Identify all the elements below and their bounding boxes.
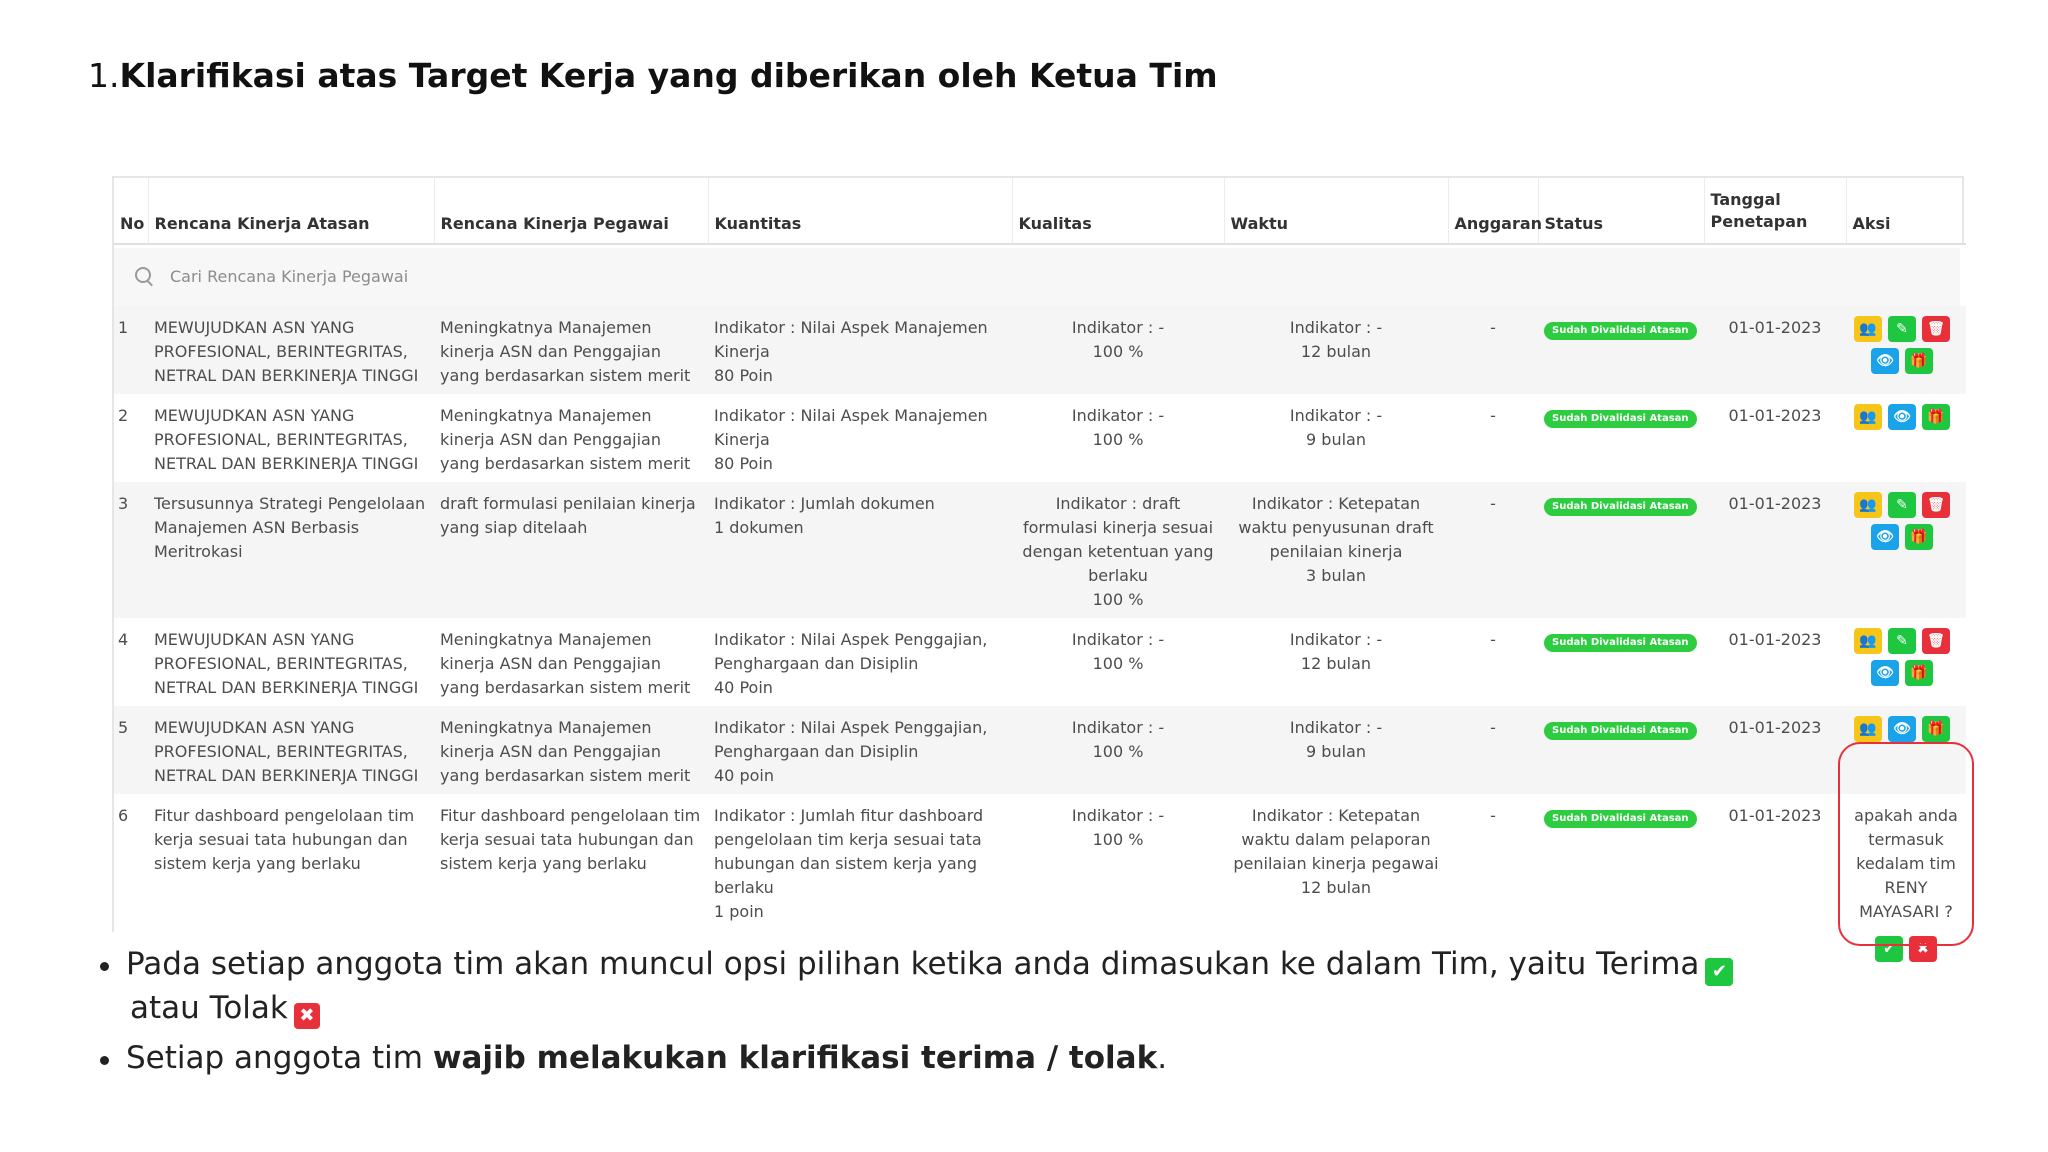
waktu-line: 12 bulan xyxy=(1300,654,1372,673)
waktu-cell xyxy=(1224,482,1448,618)
users-action-icon[interactable]: 👥 xyxy=(1854,404,1882,430)
row-number xyxy=(114,394,148,482)
accept-button[interactable]: ✔ xyxy=(1875,936,1903,962)
anggaran-text: - xyxy=(1490,318,1496,337)
kualitas-cell xyxy=(1012,618,1224,706)
waktu-line: 3 bulan xyxy=(1306,566,1366,585)
col-rencana-pegawai[interactable]: Rencana Kinerja Pegawai xyxy=(434,178,708,244)
rencana-atasan-text: MEWUJUDKAN ASN YANG PROFESIONAL, BERINTEGRITAS, NETRAL DAN BERKINERJA TINGGI xyxy=(154,318,419,385)
row-number xyxy=(114,306,148,394)
kualitas-line: 100 % xyxy=(1092,742,1144,761)
table-row xyxy=(114,394,1966,482)
heading-text: Klarifikasi atas Target Kerja yang diberikan oleh Ketua Tim xyxy=(119,56,1218,95)
reject-button[interactable]: ✖ xyxy=(1909,936,1937,962)
bullet-2-bold: wajib melakukan klarifikasi terima / tolak xyxy=(432,1040,1158,1076)
tanggal-cell xyxy=(1704,306,1846,394)
tanggal-cell xyxy=(1704,618,1846,706)
view-action-icon[interactable]: 👁 xyxy=(1871,348,1899,374)
waktu-line: Indikator : - xyxy=(1289,630,1383,649)
rencana-pegawai-text: Meningkatnya Manajemen kinerja ASN dan Penggajian yang berdasarkan sistem merit xyxy=(440,318,691,385)
rencana-atasan-text: MEWUJUDKAN ASN YANG PROFESIONAL, BERINTEGRITAS, NETRAL DAN BERKINERJA TINGGI xyxy=(154,630,419,697)
kuantitas-cell xyxy=(708,306,1012,394)
rencana-pegawai-cell xyxy=(434,618,708,706)
kuantitas-line: Indikator : Jumlah dokumen xyxy=(714,494,935,513)
target-kerja-table xyxy=(112,176,1964,957)
col-waktu[interactable]: Waktu xyxy=(1224,178,1448,244)
tanggal-text: 01-01-2023 xyxy=(1728,318,1822,337)
rencana-atasan-cell xyxy=(148,482,434,618)
rencana-atasan-cell xyxy=(148,618,434,706)
gift-action-icon[interactable]: 🎁 xyxy=(1905,524,1933,550)
bullet-1-text: Pada setiap anggota tim akan muncul opsi pilihan ketika anda dimasukan ke dalam Tim, yaitu Terima xyxy=(126,946,1700,982)
status-badge: Sudah Divalidasi Atasan xyxy=(1544,722,1697,740)
page-heading xyxy=(88,56,1218,95)
kualitas-cell xyxy=(1012,306,1224,394)
rencana-atasan-text: MEWUJUDKAN ASN YANG PROFESIONAL, BERINTEGRITAS, NETRAL DAN BERKINERJA TINGGI xyxy=(154,406,419,473)
table-row xyxy=(114,482,1966,618)
col-status[interactable]: Status xyxy=(1538,178,1704,244)
kuantitas-cell xyxy=(708,706,1012,794)
rencana-pegawai-text: draft formulasi penilaian kinerja yang siap ditelaah xyxy=(440,494,696,537)
bullet-1 xyxy=(96,942,1733,986)
row-number-text: 4 xyxy=(118,630,129,649)
kualitas-cell xyxy=(1012,394,1224,482)
rencana-pegawai-cell xyxy=(434,706,708,794)
kuantitas-line: 80 Poin xyxy=(714,366,773,385)
rencana-atasan-cell xyxy=(148,706,434,794)
rencana-atasan-text: Fitur dashboard pengelolaan tim kerja sesuai tata hubungan dan sistem kerja yang berlaku xyxy=(154,806,415,873)
table-row xyxy=(114,618,1966,706)
waktu-line: Indikator : - xyxy=(1289,718,1383,737)
col-no[interactable]: No xyxy=(114,178,148,244)
status-cell xyxy=(1538,618,1704,706)
waktu-line: Indikator : Ketepatan waktu dalam pelaporan penilaian kinerja pegawai xyxy=(1233,806,1439,873)
anggaran-text: - xyxy=(1490,718,1496,737)
waktu-cell xyxy=(1224,618,1448,706)
tanggal-cell xyxy=(1704,706,1846,794)
rencana-atasan-text: Tersusunnya Strategi Pengelolaan Manajemen ASN Berbasis Meritrokasi xyxy=(154,494,426,561)
anggaran-text: - xyxy=(1490,406,1496,425)
col-anggaran[interactable]: Anggaran xyxy=(1448,178,1538,244)
row-number-text: 1 xyxy=(118,318,129,337)
kuantitas-line: Indikator : Jumlah fitur dashboard pengelolaan tim kerja sesuai tata hubungan dan sistem kerja yang berlaku xyxy=(714,806,984,897)
gift-action-icon[interactable]: 🎁 xyxy=(1905,348,1933,374)
kuantitas-line: Indikator : Nilai Aspek Manajemen Kinerja xyxy=(714,406,988,449)
tanggal-text: 01-01-2023 xyxy=(1728,406,1822,425)
rencana-pegawai-cell xyxy=(434,394,708,482)
anggaran-text: - xyxy=(1490,806,1496,825)
row-number-text: 5 xyxy=(118,718,129,737)
table-header-row xyxy=(114,178,1966,244)
search-icon xyxy=(134,266,156,288)
bullet-1-line-2 xyxy=(96,986,1733,1030)
edit-action-icon[interactable]: ✎ xyxy=(1888,628,1916,654)
aksi-cell xyxy=(1846,306,1966,394)
kuantitas-cell xyxy=(708,618,1012,706)
col-tanggal[interactable]: Tanggal Penetapan xyxy=(1704,178,1846,244)
tanggal-text: 01-01-2023 xyxy=(1728,718,1822,737)
kuantitas-line: Indikator : Nilai Aspek Manajemen Kinerja xyxy=(714,318,988,361)
anggaran-cell xyxy=(1448,706,1538,794)
rencana-atasan-cell xyxy=(148,306,434,394)
users-action-icon[interactable]: 👥 xyxy=(1854,716,1882,742)
bullet-2 xyxy=(96,1036,1733,1080)
bullet-1-line2-text: atau Tolak xyxy=(130,990,288,1026)
col-rencana-atasan[interactable]: Rencana Kinerja Atasan xyxy=(148,178,434,244)
status-badge: Sudah Divalidasi Atasan xyxy=(1544,498,1697,516)
waktu-cell xyxy=(1224,394,1448,482)
tanggal-text: 01-01-2023 xyxy=(1728,630,1822,649)
gift-action-icon[interactable]: 🎁 xyxy=(1922,404,1950,430)
rencana-pegawai-text: Meningkatnya Manajemen kinerja ASN dan Penggajian yang berdasarkan sistem merit xyxy=(440,630,691,697)
col-aksi: Aksi xyxy=(1846,178,1966,244)
rencana-atasan-cell xyxy=(148,394,434,482)
view-action-icon[interactable]: 👁 xyxy=(1871,524,1899,550)
status-cell xyxy=(1538,394,1704,482)
kuantitas-line: 1 poin xyxy=(714,902,764,921)
team-confirm-question: apakah anda termasuk kedalam tim RENY MAYASARI ? xyxy=(1854,806,1958,921)
kuantitas-line: 40 poin xyxy=(714,766,774,785)
anggaran-text: - xyxy=(1490,630,1496,649)
rencana-atasan-text: MEWUJUDKAN ASN YANG PROFESIONAL, BERINTEGRITAS, NETRAL DAN BERKINERJA TINGGI xyxy=(154,718,419,785)
row-number-text: 3 xyxy=(118,494,129,513)
kualitas-line: Indikator : - xyxy=(1071,718,1165,737)
row-actions xyxy=(1852,316,1952,374)
kualitas-cell xyxy=(1012,706,1224,794)
waktu-line: Indikator : - xyxy=(1289,406,1383,425)
anggaran-cell xyxy=(1448,394,1538,482)
aksi-cell xyxy=(1846,706,1966,794)
view-action-icon[interactable]: 👁 xyxy=(1871,660,1899,686)
users-action-icon[interactable]: 👥 xyxy=(1854,628,1882,654)
edit-action-icon[interactable]: ✎ xyxy=(1888,492,1916,518)
kualitas-line: Indikator : - xyxy=(1071,406,1165,425)
aksi-cell xyxy=(1846,618,1966,706)
status-cell xyxy=(1538,482,1704,618)
waktu-cell xyxy=(1224,706,1448,794)
row-number-text: 2 xyxy=(118,406,129,425)
table-row xyxy=(114,306,1966,394)
waktu-line: Indikator : Ketepatan waktu penyusunan draft penilaian kinerja xyxy=(1238,494,1434,561)
kualitas-line: 100 % xyxy=(1092,654,1144,673)
row-actions xyxy=(1852,716,1952,742)
kuantitas-cell xyxy=(708,394,1012,482)
kualitas-line: 100 % xyxy=(1092,430,1144,449)
rencana-pegawai-text: Meningkatnya Manajemen kinerja ASN dan Penggajian yang berdasarkan sistem merit xyxy=(440,718,691,785)
delete-action-icon[interactable]: 🗑 xyxy=(1922,316,1950,342)
confirm-actions xyxy=(1852,936,1960,962)
kuantitas-cell xyxy=(708,482,1012,618)
row-number xyxy=(114,618,148,706)
tanggal-text: 01-01-2023 xyxy=(1728,494,1822,513)
delete-action-icon[interactable]: 🗑 xyxy=(1922,628,1950,654)
status-cell xyxy=(1538,306,1704,394)
instruction-bullets xyxy=(96,942,1733,1080)
waktu-line: 12 bulan xyxy=(1300,342,1372,361)
rencana-pegawai-text: Fitur dashboard pengelolaan tim kerja sesuai tata hubungan dan sistem kerja yang berlaku xyxy=(440,806,701,873)
status-cell xyxy=(1538,706,1704,794)
kualitas-line: 100 % xyxy=(1092,830,1144,849)
edit-action-icon[interactable]: ✎ xyxy=(1888,316,1916,342)
anggaran-cell xyxy=(1448,482,1538,618)
anggaran-cell xyxy=(1448,618,1538,706)
kualitas-line: 100 % xyxy=(1092,590,1144,609)
waktu-line: Indikator : - xyxy=(1289,318,1383,337)
kualitas-line: Indikator : - xyxy=(1071,318,1165,337)
users-action-icon[interactable]: 👥 xyxy=(1854,492,1882,518)
rencana-pegawai-cell xyxy=(434,306,708,394)
kualitas-line: Indikator : - xyxy=(1071,806,1165,825)
row-actions xyxy=(1852,628,1952,686)
row-number xyxy=(114,706,148,794)
kualitas-line: 100 % xyxy=(1092,342,1144,361)
kuantitas-line: Indikator : Nilai Aspek Penggajian, Penghargaan dan Disiplin xyxy=(714,630,988,673)
search-input[interactable] xyxy=(170,267,770,286)
heading-number: 1. xyxy=(88,56,120,95)
gift-action-icon[interactable]: 🎁 xyxy=(1905,660,1933,686)
bullet-2-post: . xyxy=(1157,1040,1168,1076)
aksi-cell xyxy=(1846,482,1966,618)
kualitas-line: Indikator : - xyxy=(1071,630,1165,649)
rencana-pegawai-cell xyxy=(434,482,708,618)
view-action-icon[interactable]: 👁 xyxy=(1888,716,1916,742)
kuantitas-line: 40 Poin xyxy=(714,678,773,697)
aksi-cell xyxy=(1846,794,1966,968)
kualitas-line: Indikator : draft formulasi kinerja sesuai dengan ketentuan yang berlaku xyxy=(1022,494,1214,585)
gift-action-icon[interactable]: 🎁 xyxy=(1922,716,1950,742)
tanggal-cell xyxy=(1704,394,1846,482)
col-kuantitas[interactable]: Kuantitas xyxy=(708,178,1012,244)
waktu-line: 9 bulan xyxy=(1306,430,1366,449)
row-number-text: 6 xyxy=(118,806,129,825)
users-action-icon[interactable]: 👥 xyxy=(1854,316,1882,342)
search-row xyxy=(114,244,1966,306)
reject-icon: ✖ xyxy=(294,1003,320,1029)
kualitas-cell xyxy=(1012,482,1224,618)
col-kualitas[interactable]: Kualitas xyxy=(1012,178,1224,244)
aksi-cell xyxy=(1846,394,1966,482)
bullet-2-pre: Setiap anggota tim xyxy=(126,1040,433,1076)
tanggal-text: 01-01-2023 xyxy=(1728,806,1822,825)
status-badge: Sudah Divalidasi Atasan xyxy=(1544,634,1697,652)
tanggal-cell xyxy=(1704,482,1846,618)
anggaran-text: - xyxy=(1490,494,1496,513)
status-badge: Sudah Divalidasi Atasan xyxy=(1544,810,1697,828)
status-badge: Sudah Divalidasi Atasan xyxy=(1544,322,1697,340)
status-badge: Sudah Divalidasi Atasan xyxy=(1544,410,1697,428)
waktu-line: 9 bulan xyxy=(1306,742,1366,761)
waktu-cell xyxy=(1224,306,1448,394)
view-action-icon[interactable]: 👁 xyxy=(1888,404,1916,430)
rencana-pegawai-text: Meningkatnya Manajemen kinerja ASN dan Penggajian yang berdasarkan sistem merit xyxy=(440,406,691,473)
delete-action-icon[interactable]: 🗑 xyxy=(1922,492,1950,518)
kuantitas-line: Indikator : Nilai Aspek Penggajian, Penghargaan dan Disiplin xyxy=(714,718,988,761)
row-number xyxy=(114,482,148,618)
kuantitas-line: 80 Poin xyxy=(714,454,773,473)
row-actions xyxy=(1852,492,1952,550)
row-actions xyxy=(1852,404,1952,430)
table-row xyxy=(114,706,1966,794)
waktu-line: 12 bulan xyxy=(1300,878,1372,897)
approve-icon: ✔ xyxy=(1705,958,1733,986)
search-box[interactable] xyxy=(114,248,1960,306)
anggaran-cell xyxy=(1448,306,1538,394)
kuantitas-line: 1 dokumen xyxy=(714,518,804,537)
